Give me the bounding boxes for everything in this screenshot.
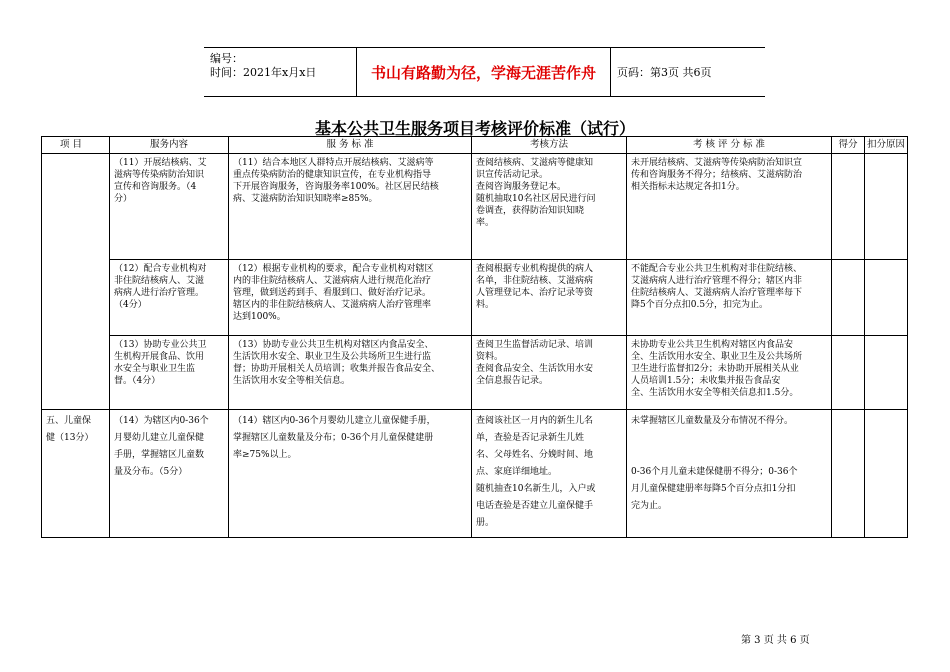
cell-content: （14）为辖区内0-36个 月婴幼儿建立儿童保健 手册，掌握辖区儿童数 量及分布。（5分） (110, 410, 229, 538)
page-label: 页码：第3页 共6页 (617, 66, 712, 79)
cell-reason (865, 336, 908, 410)
cell-project (42, 154, 110, 410)
header-standard: 服 务 标 准 (229, 137, 472, 154)
cell-score (832, 154, 865, 260)
header-meta-cell (204, 48, 357, 96)
cell-reason (865, 260, 908, 336)
header-method: 考核方法 (472, 137, 627, 154)
cell-method: 查阅该社区一月内的新生儿名 单，查验是否记录新生儿姓 名、父母姓名、分娩时间、地 点、家庭详细地址。 随机抽查10名新生儿，入户或 电话查验是否建立儿童保健手 册。 (472, 410, 627, 538)
table-row (42, 154, 908, 260)
table-header-row (42, 137, 908, 154)
cell-reason (865, 154, 908, 260)
header-score: 得分 (832, 137, 865, 154)
document-header (204, 47, 765, 97)
page-title: 基本公共卫生服务项目考核评价标准（试行） (314, 119, 635, 138)
cell-scoring: 不能配合专业公共卫生机构对非住院结核、 艾滋病病人进行治疗管理不得分；辖区内非 住院结核病人、艾滋病病人治疗管理率每下 降5个百分点扣0.5分，扣完为止。 (627, 260, 832, 336)
motto-text: 书山有路勤为径，学海无涯苦作舟 (357, 48, 611, 96)
header-reason: 扣分原因 (865, 137, 908, 154)
cell-method: 查阅根据专业机构提供的病人 名单，非住院结核、艾滋病病 人管理登记本、治疗记录等资 料。 (472, 260, 627, 336)
table-row (42, 410, 908, 538)
cell-standard: （13）协助专业公共卫生机构对辖区内食品安全、 生活饮用水安全、职业卫生及公共场所卫生进行监 督；协助开展相关人员培训；收集并报告食品安全、 生活饮用水安全等相关信息。 (229, 336, 472, 410)
cell-standard: （11）结合本地区人群特点开展结核病、艾滋病等 重点传染病防治的健康知识宣传，在专业机构指导 下开展咨询服务，咨询服务率100%。社区居民结核 病、艾滋病防治知识知晓率≥85%。 (229, 154, 472, 260)
number-label: 编号： (210, 52, 243, 65)
cell-score (832, 336, 865, 410)
evaluation-table (41, 136, 908, 538)
cell-scoring: 未协助专业公共卫生机构对辖区内食品安 全、生活饮用水安全、职业卫生及公共场所 卫生进行监督扣2分；未协助开展相关从业 人员培训1.5分；未收集并报告食品安 全、生活饮用水安全等相关信息扣1.5分。 (627, 336, 832, 410)
table-row (42, 260, 908, 336)
cell-reason (865, 410, 908, 538)
header-content: 服务内容 (110, 137, 229, 154)
cell-score (832, 410, 865, 538)
cell-method: 查阅卫生监督活动记录、培训 资料。 查阅食品安全、生活饮用水安 全信息报告记录。 (472, 336, 627, 410)
cell-standard: （12）根据专业机构的要求，配合专业机构对辖区 内的非住院结核病人、艾滋病病人进行规范化治疗 管理，做到送药到手、看服到口、做好治疗记录。 辖区内的非住院结核病人、艾滋病病人治疗管理率 达到100%。 (229, 260, 472, 336)
cell-method: 查阅结核病、艾滋病等健康知 识宣传活动记录。 查阅咨询服务登记本。 随机抽取10名社区居民进行问 卷调查，获得防治知识知晓 率。 (472, 154, 627, 260)
cell-project: 五、儿童保 健（13分） (42, 410, 110, 538)
cell-content: （13）协助专业公共卫 生机构开展食品、饮用 水安全与职业卫生监 督。（4分） (110, 336, 229, 410)
cell-standard: （14）辖区内0-36个月婴幼儿建立儿童保健手册， 掌握辖区儿童数量及分布；0-36个月儿童保健建册 率≥75%以上。 (229, 410, 472, 538)
cell-scoring: 未掌握辖区儿童数量及分布情况不得分。 0-36个月儿童未建保健册不得分；0-36个 月儿童保健建册率每降5个百分点扣1分扣 完为止。 (627, 410, 832, 538)
cell-content: （11）开展结核病、艾 滋病等传染病防治知识 宣传和咨询服务。（4 分） (110, 154, 229, 260)
cell-score (832, 260, 865, 336)
table-row (42, 336, 908, 410)
cell-content: （12）配合专业机构对 非住院结核病人、艾滋 病病人进行治疗管理。 （4分） (110, 260, 229, 336)
header-scoring: 考 核 评 分 标 准 (627, 137, 832, 154)
header-project: 项 目 (42, 137, 110, 154)
time-label: 时间：2021年x月x日 (210, 66, 317, 79)
page-footer: 第 3 页 共 6 页 (741, 635, 810, 646)
cell-scoring: 未开展结核病、艾滋病等传染病防治知识宣 传和咨询服务不得分；结核病、艾滋病防治 相关指标未达规定各扣1分。 (627, 154, 832, 260)
